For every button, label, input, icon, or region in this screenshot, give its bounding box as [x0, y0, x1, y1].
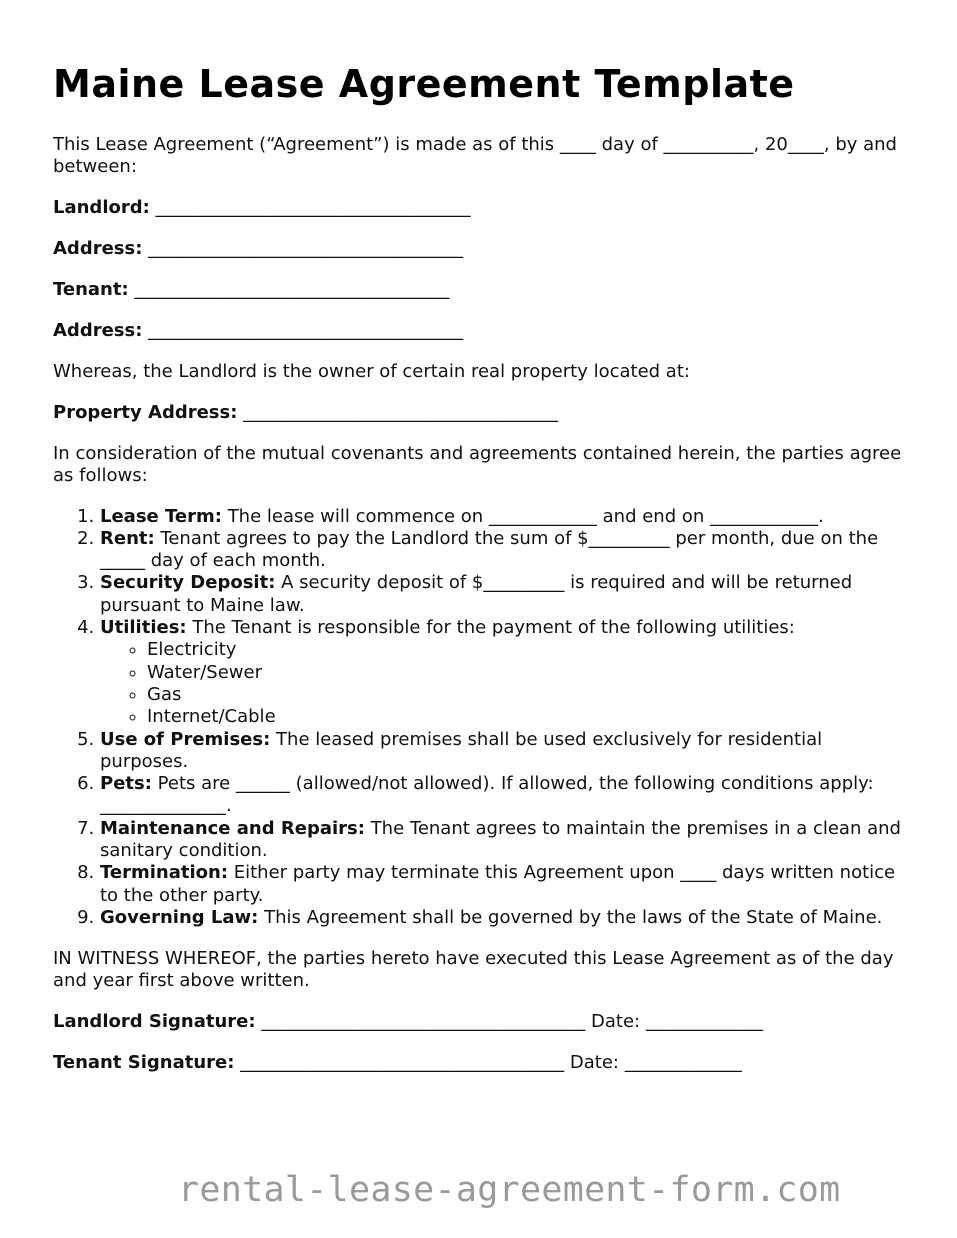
tenant-signature-field [53, 1052, 913, 1074]
term-text: Either party may terminate this Agreement upon ____ days written notice to the other party. [100, 862, 896, 906]
intro-paragraph: This Lease Agreement (“Agreement”) is made as of this ____ day of __________, 20____, by and between: [53, 133, 897, 177]
term-text: This Agreement shall be governed by the laws of the State of Maine. [264, 906, 883, 928]
term-use-of-premises [100, 729, 913, 774]
term-maintenance [100, 818, 913, 863]
term-lease-term [100, 506, 913, 528]
watermark: rental-lease-agreement-form.com [178, 1170, 841, 1210]
term-governing-law [100, 907, 913, 929]
term-title: Security Deposit: [100, 572, 276, 594]
whereas-paragraph: Whereas, the Landlord is the owner of certain real property located at: [53, 360, 690, 382]
landlord-name-field [53, 197, 913, 219]
term-title: Rent: [100, 527, 155, 549]
term-title: Utilities: [100, 617, 187, 639]
lease-document [53, 62, 913, 1093]
term-title: Termination: [100, 862, 229, 884]
field-label: Tenant: [53, 278, 129, 300]
term-text: The Tenant agrees to maintain the premises in a clean and sanitary condition. [100, 817, 901, 862]
landlord-address-field [53, 238, 913, 260]
utility-item: ◦ Gas [147, 684, 913, 706]
blank-line: ___________________________________ [134, 278, 450, 300]
term-title: Pets: [100, 773, 152, 795]
signature-blank: ____________________________________ [240, 1052, 565, 1074]
term-text: Tenant agrees to pay the Landlord the sum of $_________ per month, due on the _____ day of each month. [100, 527, 879, 572]
term-title: Lease Term: [100, 505, 222, 527]
witness-paragraph: IN WITNESS WHEREOF, the parties hereto have executed this Lease Agreement as of the day and year first above written. [53, 948, 894, 992]
term-text: The lease will commence on ____________ and end on ____________. [227, 505, 824, 527]
utility-item: ◦ Water/Sewer [147, 662, 913, 684]
term-text: Pets are ______ (allowed/not allowed). If allowed, the following conditions apply: ______________. [100, 773, 874, 817]
date-label: Date: [569, 1052, 619, 1074]
term-security-deposit [100, 572, 913, 617]
term-utilities [100, 617, 913, 728]
document-title: Maine Lease Agreement Template [53, 62, 795, 106]
tenant-name-field [53, 279, 913, 301]
field-label: Address: [53, 237, 143, 259]
field-label: Landlord Signature: [53, 1011, 256, 1033]
date-blank: _____________ [645, 1011, 763, 1033]
term-rent [100, 528, 913, 573]
utilities-list [100, 639, 913, 728]
signature-blank: ____________________________________ [261, 1011, 586, 1033]
term-pets [100, 773, 913, 818]
utility-item: ◦ Internet/Cable [147, 706, 913, 728]
blank-line: ___________________________________ [148, 319, 464, 341]
date-blank: _____________ [624, 1052, 742, 1074]
term-text: A security deposit of $_________ is required and will be returned pursuant to Maine law. [100, 572, 853, 616]
utility-item: ◦ Electricity [147, 639, 913, 661]
term-title: Governing Law: [100, 906, 259, 928]
field-label: Landlord: [53, 196, 150, 218]
term-termination [100, 862, 913, 907]
term-text: The leased premises shall be used exclusively for residential purposes. [100, 728, 823, 772]
field-label: Property Address: [53, 401, 238, 423]
blank-line: ___________________________________ [155, 196, 471, 218]
tenant-address-field [53, 320, 913, 342]
landlord-signature-field [53, 1011, 913, 1033]
property-address-field [53, 402, 913, 424]
term-title: Maintenance and Repairs: [100, 817, 365, 839]
date-label: Date: [591, 1011, 641, 1033]
consideration-paragraph: In consideration of the mutual covenants and agreements contained herein, the parties agree as follows: [53, 442, 902, 486]
blank-line: ___________________________________ [243, 401, 559, 423]
field-label: Address: [53, 319, 143, 341]
term-title: Use of Premises: [100, 728, 271, 750]
term-text: The Tenant is responsible for the payment of the following utilities: [192, 617, 795, 639]
field-label: Tenant Signature: [53, 1052, 235, 1074]
terms-list [53, 506, 913, 930]
blank-line: ___________________________________ [148, 237, 464, 259]
